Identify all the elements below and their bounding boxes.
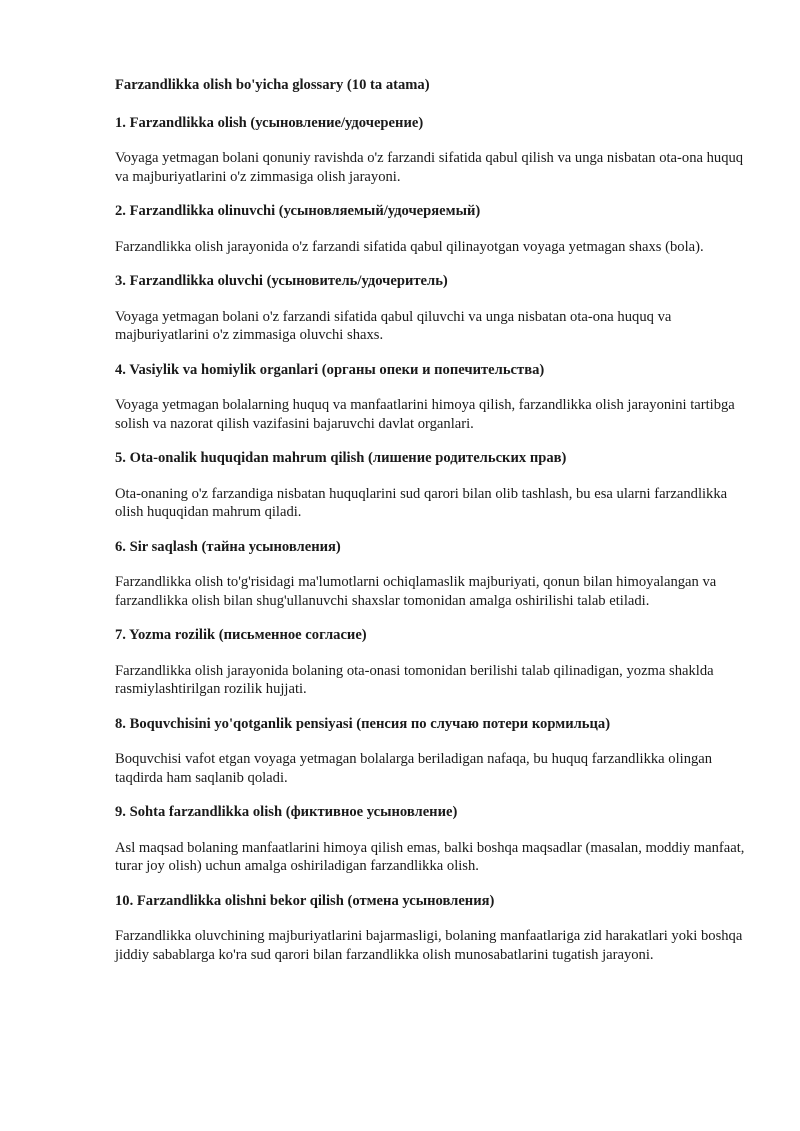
term-definition: Voyaga yetmagan bolani qonuniy ravishda o'z farzandi sifatida qabul qilish va unga nisbatan ota-ona huquq va majburiyatlarini o'z zimmasiga olish jarayoni. (115, 150, 744, 185)
term-heading: 1. Farzandlikka olish (усыновление/удочерение) (115, 114, 424, 131)
term-definition: Boquvchisi vafot etgan voyaga yetmagan bolalarga beriladigan nafaqa, bu huquq farzandlikka olingan taqdirda ham saqlanib qoladi. (115, 751, 713, 786)
glossary-entry-9 (115, 803, 747, 876)
glossary-entry-10 (115, 892, 747, 965)
document-title: Farzandlikka olish bo'yicha glossary (10 ta atama) (115, 77, 430, 93)
term-definition: Voyaga yetmagan bolalarning huquq va manfaatlarini himoya qilish, farzandlikka olish jarayonini tartibga solish va nazorat qilish vazifasini bajaruvchi davlat organlari. (115, 397, 735, 432)
glossary-entry-5 (115, 449, 747, 522)
term-definition: Farzandlikka oluvchining majburiyatlarini bajarmasligi, bolaning manfaatlariga zid harakatlari yoki boshqa jiddiy sabablarga ko'ra sud qarori bilan farzandlikka olish munosabatlarini tugatish jarayoni. (115, 928, 743, 963)
glossary-entry-2 (115, 202, 747, 256)
term-definition: Asl maqsad bolaning manfaatlarini himoya qilish emas, balki boshqa maqsadlar (masalan, moddiy manfaat, turar joy olish) uchun amalga oshiriladigan farzandlikka olish. (115, 839, 745, 874)
term-heading: 9. Sohta farzandlikka olish (фиктивное усыновление) (115, 804, 458, 820)
term-heading: 2. Farzandlikka olinuvchi (усыновляемый/удочеряемый) (115, 203, 481, 219)
term-heading: 5. Ota-onalik huquqidan mahrum qilish (лишение родительских прав) (115, 450, 567, 466)
glossary-entry-8 (115, 715, 747, 788)
term-definition: Farzandlikka olish jarayonida bolaning ota-onasi tomonidan berilishi talab qilinadigan, yozma shaklda rasmiylashtirilgan rozilik hujjati. (115, 662, 714, 697)
term-heading: 7. Yozma rozilik (письменное согласие) (115, 627, 367, 643)
term-definition: Farzandlikka olish to'g'risidagi ma'lumotlarni ochiqlamaslik majburiyati, qonun bilan himoyalangan va farzandlikka olish bilan shug'ullanuvchi shaxslar tomonidan amalga oshirilishi talab etiladi. (115, 574, 717, 609)
glossary-entry-1 (115, 114, 747, 187)
term-definition: Voyaga yetmagan bolani o'z farzandi sifatida qabul qiluvchi va unga nisbatan ota-ona huquq va majburiyatlarini o'z zimmasiga oluvchi shaxs. (115, 308, 672, 343)
term-heading: 6. Sir saqlash (тайна усыновления) (115, 538, 341, 555)
term-heading: 8. Boquvchisini yo'qotganlik pensiyasi (пенсия по случаю потери кормильца) (115, 715, 611, 732)
glossary-entry-3 (115, 272, 747, 345)
term-definition: Farzandlikka olish jarayonida o'z farzandi sifatida qabul qilinayotgan voyaga yetmagan shaxs (bola). (115, 238, 704, 255)
term-heading: 10. Farzandlikka olishni bekor qilish (отмена усыновления) (115, 892, 495, 909)
document-page (115, 76, 747, 980)
glossary-entry-4 (115, 361, 747, 434)
term-heading: 4. Vasiylik va homiylik organlari (органы опеки и попечительства) (115, 361, 545, 378)
glossary-entry-7 (115, 626, 747, 699)
glossary-entry-6 (115, 538, 747, 611)
term-heading: 3. Farzandlikka oluvchi (усыновитель/удочеритель) (115, 273, 448, 289)
term-definition: Ota-onaning o'z farzandiga nisbatan huquqlarini sud qarori bilan olib tashlash, bu esa ularni farzandlikka olish huquqidan mahrum qiladi. (115, 485, 728, 520)
